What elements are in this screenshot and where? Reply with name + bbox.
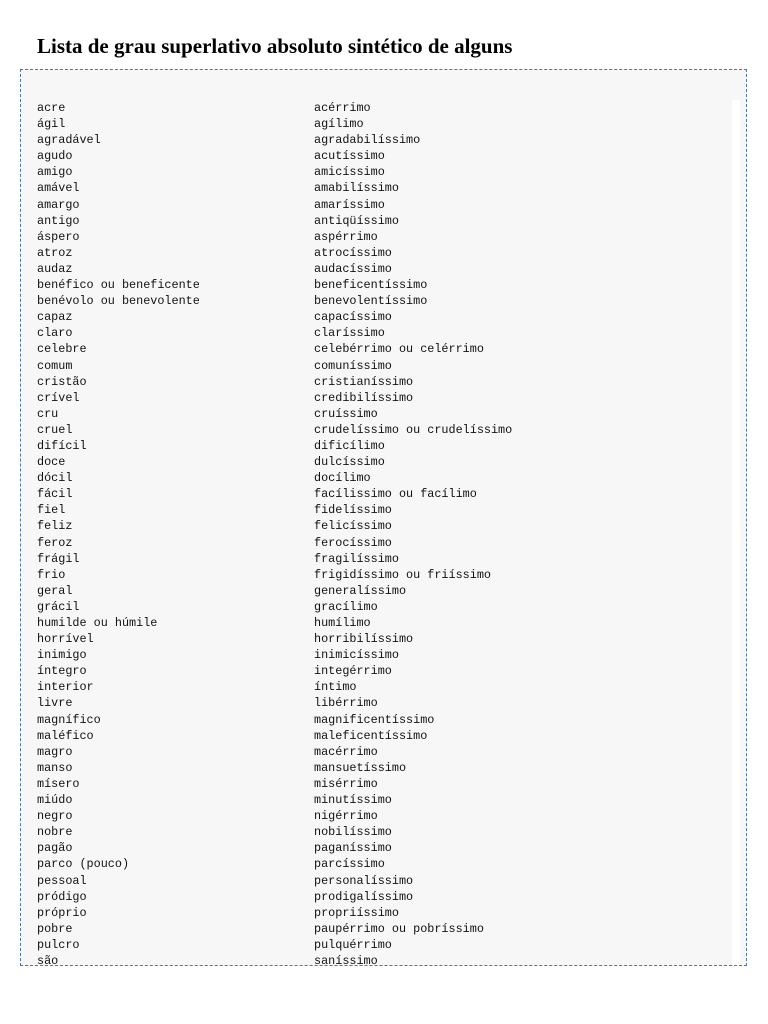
superlative-cell: acutíssimo xyxy=(314,149,385,164)
superlative-cell: parcíssimo xyxy=(314,857,385,872)
superlative-cell: personalíssimo xyxy=(314,873,414,888)
superlative-cell: amaríssimo xyxy=(314,197,385,212)
adjective-cell: cruel xyxy=(37,422,73,437)
superlative-cell: crudelíssimo ou crudelíssimo xyxy=(314,422,513,437)
list-row xyxy=(37,728,727,744)
adjective-cell: difícil xyxy=(37,438,87,453)
superlative-cell: generalíssimo xyxy=(314,583,407,598)
list-row xyxy=(37,229,727,245)
list-row xyxy=(37,856,727,872)
list-row xyxy=(37,921,727,937)
superlative-cell: antiqüíssimo xyxy=(314,213,399,228)
adjective-cell: amável xyxy=(37,181,80,196)
superlative-cell: propriíssimo xyxy=(314,905,399,920)
list-row xyxy=(37,502,727,518)
superlative-cell: facílissimo ou facílimo xyxy=(314,487,477,502)
adjective-cell: comum xyxy=(37,358,73,373)
superlative-cell: frigidíssimo ou friíssimo xyxy=(314,567,491,582)
list-row xyxy=(37,905,727,921)
superlative-cell: cristianíssimo xyxy=(314,374,414,389)
adjective-cell: benévolo ou benevolente xyxy=(37,294,200,309)
list-row xyxy=(37,245,727,261)
list-row xyxy=(37,325,727,341)
superlative-cell: macérrimo xyxy=(314,744,378,759)
adjective-cell: magro xyxy=(37,744,73,759)
adjective-cell: grácil xyxy=(37,599,80,614)
superlative-cell: humílimo xyxy=(314,616,371,630)
adjective-cell: claro xyxy=(37,326,73,341)
adjective-cell: mísero xyxy=(37,776,80,791)
adjective-cell: celebre xyxy=(37,342,87,357)
superlative-cell: paupérrimo ou pobríssimo xyxy=(314,921,484,936)
superlative-cell: fragilíssimo xyxy=(314,551,399,566)
list-row xyxy=(37,132,727,148)
list-row xyxy=(37,390,727,406)
adjective-cell: frio xyxy=(37,567,66,582)
superlative-cell: gracílimo xyxy=(314,599,378,614)
page-title: Lista de grau superlativo absoluto sintético de alguns xyxy=(37,34,513,58)
list-row xyxy=(37,744,727,760)
list-row xyxy=(37,518,727,534)
list-row xyxy=(37,776,727,792)
superlative-cell: misérrimo xyxy=(314,776,378,791)
superlative-cell: claríssimo xyxy=(314,326,385,341)
list-row xyxy=(37,647,727,663)
adjective-cell: audaz xyxy=(37,261,73,276)
superlative-cell: dulcíssimo xyxy=(314,455,385,470)
adjective-cell: benéfico ou beneficente xyxy=(37,278,200,293)
superlative-cell: inimicíssimo xyxy=(314,648,399,663)
adjective-cell: maléfico xyxy=(37,728,94,743)
superlative-cell: pulquérrimo xyxy=(314,937,392,952)
word-list-box xyxy=(20,69,747,966)
list-row xyxy=(37,599,727,615)
superlative-cell: credibilíssimo xyxy=(314,390,414,405)
adjective-cell: pobre xyxy=(37,921,73,936)
adjective-cell: pródigo xyxy=(37,889,87,904)
list-row xyxy=(37,873,727,889)
adjective-cell: parco (pouco) xyxy=(37,857,130,872)
list-row xyxy=(37,953,727,969)
list-row xyxy=(37,808,727,824)
superlative-cell: prodigalíssimo xyxy=(314,889,414,904)
list-row xyxy=(37,293,727,309)
adjective-cell: negro xyxy=(37,809,73,824)
list-row xyxy=(37,277,727,293)
list-row xyxy=(37,840,727,856)
list-row xyxy=(37,116,727,132)
superlative-cell: libérrimo xyxy=(314,696,378,711)
adjective-cell: atroz xyxy=(37,245,73,260)
list-row xyxy=(37,824,727,840)
list-row xyxy=(37,358,727,374)
adjective-cell: livre xyxy=(37,696,73,711)
adjective-cell: manso xyxy=(37,760,73,775)
adjective-cell: são xyxy=(37,953,59,968)
adjective-cell: amigo xyxy=(37,165,73,180)
adjective-cell: feroz xyxy=(37,535,73,550)
adjective-cell: cristão xyxy=(37,374,87,389)
list-row xyxy=(37,261,727,277)
list-row xyxy=(37,583,727,599)
superlative-cell: acérrimo xyxy=(314,101,371,115)
superlative-cell: horribilíssimo xyxy=(314,632,414,647)
adjective-cell: fácil xyxy=(37,487,73,502)
superlative-cell: íntimo xyxy=(314,680,357,695)
adjective-cell: humilde ou húmile xyxy=(37,616,158,630)
list-row xyxy=(37,454,727,470)
superlative-cell: amicíssimo xyxy=(314,165,385,180)
list-row xyxy=(37,663,727,679)
list-row xyxy=(37,631,727,647)
list-row xyxy=(37,213,727,229)
adjective-cell: fiel xyxy=(37,503,66,518)
superlative-cell: minutíssimo xyxy=(314,793,392,808)
superlative-cell: celebérrimo ou celérrimo xyxy=(314,342,484,357)
list-row xyxy=(37,180,727,196)
superlative-cell: agradabilíssimo xyxy=(314,133,421,148)
word-list xyxy=(37,100,727,969)
list-row xyxy=(37,889,727,905)
superlative-cell: integérrimo xyxy=(314,664,392,679)
list-row xyxy=(37,695,727,711)
superlative-cell: atrocíssimo xyxy=(314,245,392,260)
adjective-cell: frágil xyxy=(37,551,80,566)
superlative-cell: nigérrimo xyxy=(314,809,378,824)
list-row xyxy=(37,100,727,116)
superlative-cell: comuníssimo xyxy=(314,358,392,373)
list-row xyxy=(37,937,727,953)
adjective-cell: agudo xyxy=(37,149,73,164)
adjective-cell: inimigo xyxy=(37,648,87,663)
adjective-cell: dócil xyxy=(37,471,73,486)
adjective-cell: áspero xyxy=(37,229,80,244)
list-row xyxy=(37,792,727,808)
list-row xyxy=(37,712,727,728)
adjective-cell: capaz xyxy=(37,310,73,325)
adjective-cell: íntegro xyxy=(37,664,87,679)
superlative-cell: beneficentíssimo xyxy=(314,278,428,293)
adjective-cell: nobre xyxy=(37,825,73,840)
adjective-cell: próprio xyxy=(37,905,87,920)
list-row xyxy=(37,406,727,422)
adjective-cell: interior xyxy=(37,680,94,695)
superlative-cell: paganíssimo xyxy=(314,841,392,856)
list-row xyxy=(37,551,727,567)
adjective-cell: cru xyxy=(37,406,59,421)
adjective-cell: pessoal xyxy=(37,873,87,888)
superlative-cell: ferocíssimo xyxy=(314,535,392,550)
superlative-cell: magnificentíssimo xyxy=(314,712,435,727)
list-row xyxy=(37,567,727,583)
adjective-cell: crível xyxy=(37,390,80,405)
adjective-cell: acre xyxy=(37,101,66,115)
superlative-cell: audacíssimo xyxy=(314,261,392,276)
adjective-cell: amargo xyxy=(37,197,80,212)
superlative-cell: aspérrimo xyxy=(314,229,378,244)
superlative-cell: benevolentíssimo xyxy=(314,294,428,309)
adjective-cell: horrível xyxy=(37,632,94,647)
adjective-cell: geral xyxy=(37,583,73,598)
adjective-cell: magnífico xyxy=(37,712,101,727)
superlative-cell: fidelíssimo xyxy=(314,503,392,518)
list-row xyxy=(37,374,727,390)
superlative-cell: dificílimo xyxy=(314,438,385,453)
superlative-cell: docílimo xyxy=(314,471,371,486)
adjective-cell: feliz xyxy=(37,519,73,534)
superlative-cell: saníssimo xyxy=(314,953,378,968)
list-row xyxy=(37,164,727,180)
superlative-cell: cruíssimo xyxy=(314,406,378,421)
superlative-cell: agílimo xyxy=(314,117,364,132)
superlative-cell: mansuetíssimo xyxy=(314,760,407,775)
adjective-cell: antigo xyxy=(37,213,80,228)
adjective-cell: miúdo xyxy=(37,793,73,808)
list-row xyxy=(37,679,727,695)
superlative-cell: capacíssimo xyxy=(314,310,392,325)
list-row xyxy=(37,309,727,325)
list-row xyxy=(37,486,727,502)
list-row xyxy=(37,438,727,454)
list-row xyxy=(37,470,727,486)
list-row xyxy=(37,341,727,357)
adjective-cell: pulcro xyxy=(37,937,80,952)
list-row xyxy=(37,615,727,631)
list-row xyxy=(37,535,727,551)
adjective-cell: doce xyxy=(37,455,66,470)
list-row xyxy=(37,148,727,164)
adjective-cell: agradável xyxy=(37,133,101,148)
adjective-cell: ágil xyxy=(37,117,66,132)
list-row xyxy=(37,422,727,438)
list-row xyxy=(37,197,727,213)
scroll-edge xyxy=(732,100,740,965)
superlative-cell: nobilíssimo xyxy=(314,825,392,840)
list-row xyxy=(37,760,727,776)
adjective-cell: pagão xyxy=(37,841,73,856)
superlative-cell: maleficentíssimo xyxy=(314,728,428,743)
superlative-cell: amabilíssimo xyxy=(314,181,399,196)
superlative-cell: felicíssimo xyxy=(314,519,392,534)
